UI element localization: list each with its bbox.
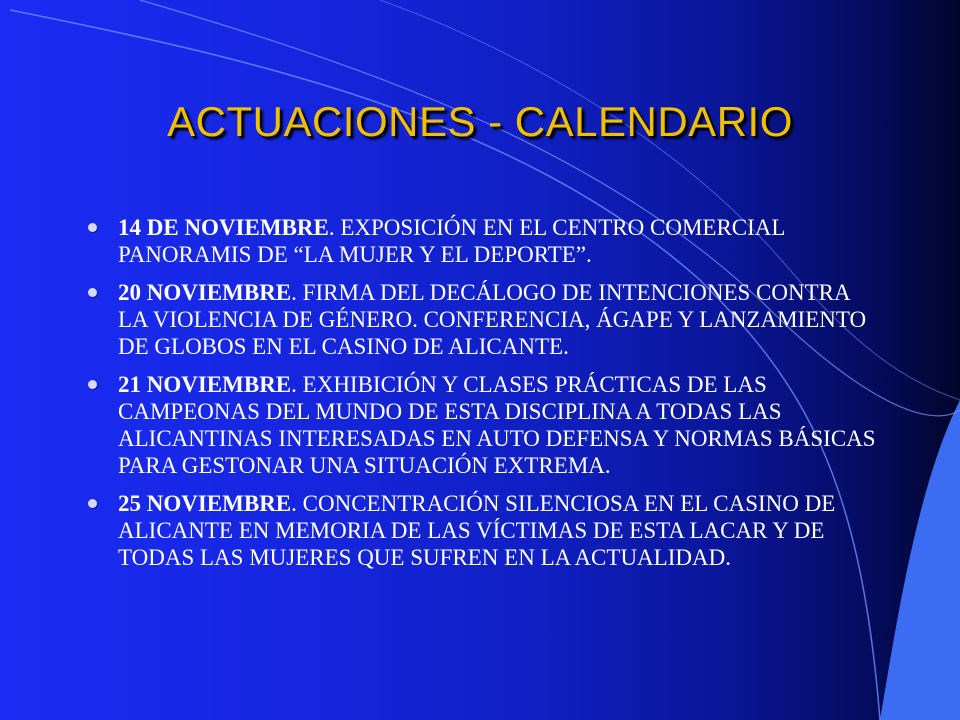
bullet-text: . EXHIBICIÓN Y CLASES PRÁCTICAS DE LAS CAMPEONAS DEL MUNDO DE ESTA DISCIPLINA A TODAS LAS ALICANTINAS INTERESADAS EN AUTO DEFENSA Y NORMAS BÁSICAS PARA GESTONAR UNA SITUACIÓN EXTREMA. xyxy=(118,372,876,478)
list-item xyxy=(88,214,878,268)
bullet-text: . FIRMA DEL DECÁLOGO DE INTENCIONES CONTRA LA VIOLENCIA DE GÉNERO. CONFERENCIA, ÁGAPE Y LANZAMIENTO DE GLOBOS EN EL CASINO DE ALICANTE. xyxy=(118,280,867,359)
list-item xyxy=(88,279,878,360)
bullet-icon xyxy=(88,223,97,232)
bullet-date: 20 NOVIEMBRE xyxy=(118,280,292,305)
bullet-date: 14 DE NOVIEMBRE xyxy=(118,215,329,240)
bullet-icon xyxy=(88,380,97,389)
decorative-curve-fill xyxy=(880,400,960,720)
bullet-date: 25 NOVIEMBRE xyxy=(118,491,292,516)
bullet-icon xyxy=(88,288,97,297)
bullet-text: . EXPOSICIÓN EN EL CENTRO COMERCIAL PANORAMIS DE “LA MUJER Y EL DEPORTE”. xyxy=(118,215,785,267)
bullet-icon xyxy=(88,499,97,508)
bullet-list xyxy=(88,214,878,582)
bullet-date: 21 NOVIEMBRE xyxy=(118,372,292,397)
slide-title: ACTUACIONES - CALENDARIO xyxy=(167,98,793,145)
list-item xyxy=(88,490,878,571)
list-item xyxy=(88,371,878,479)
bullet-text: . CONCENTRACIÓN SILENCIOSA EN EL CASINO DE ALICANTE EN MEMORIA DE LAS VÍCTIMAS DE ESTA LACAR Y DE TODAS LAS MUJERES QUE SUFREN EN LA ACTUALIDAD. xyxy=(118,491,836,570)
